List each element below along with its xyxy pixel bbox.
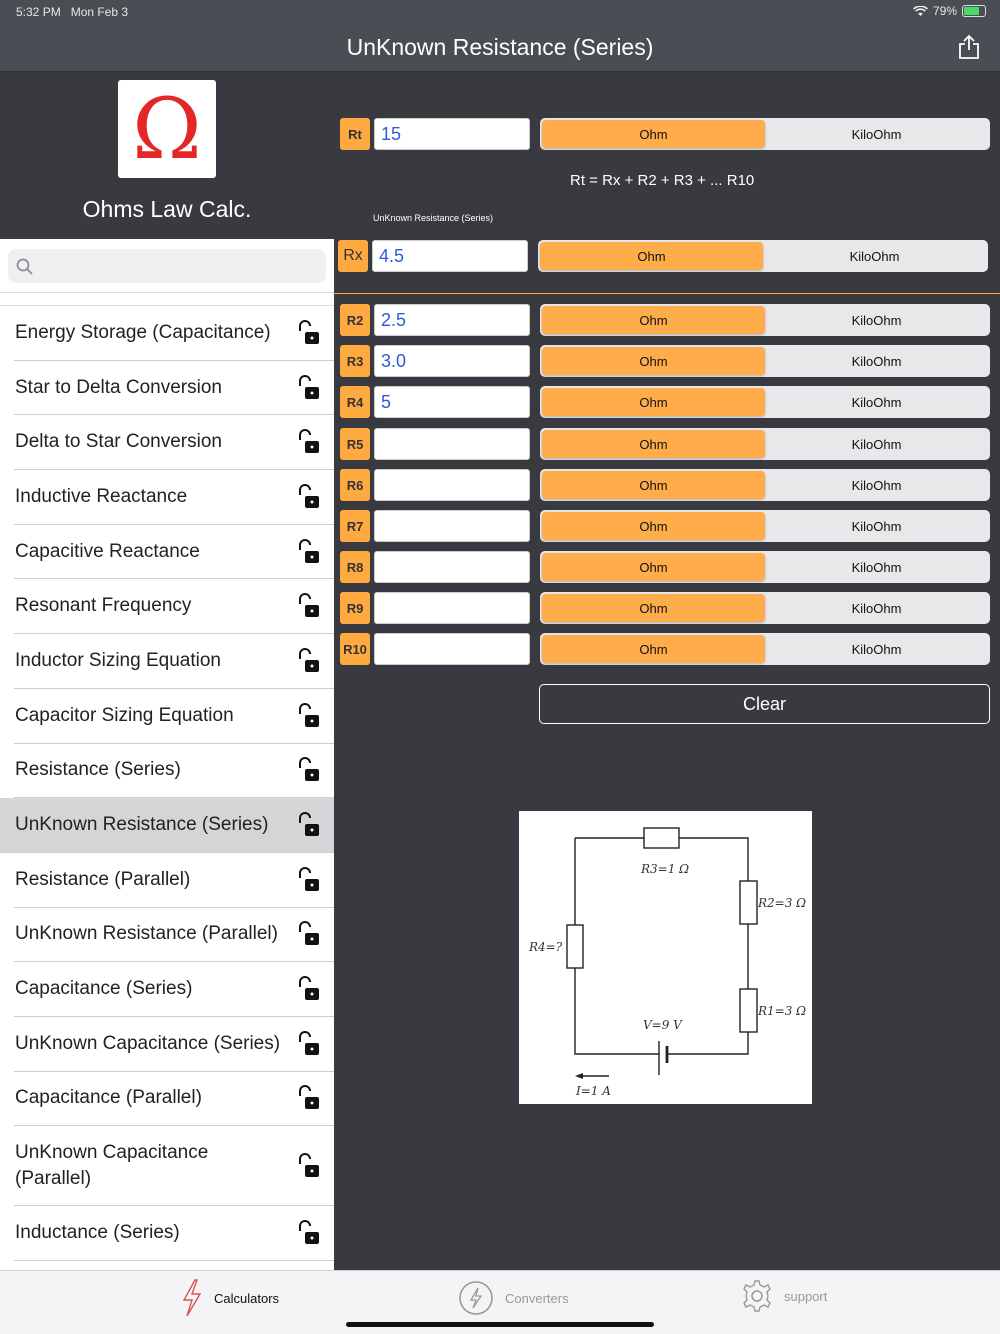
clear-button[interactable]: Clear — [539, 684, 990, 724]
resistor-tag: R8 — [340, 551, 370, 583]
sidebar — [0, 72, 334, 1270]
list-item[interactable] — [14, 415, 334, 470]
list-item-label: Resistance (Parallel) — [15, 868, 191, 890]
resistor-input[interactable] — [374, 592, 530, 624]
status-right — [913, 4, 986, 18]
battery-percent: 79% — [932, 4, 957, 18]
unit-kiloohm[interactable]: KiloOhm — [851, 394, 902, 410]
list-item[interactable] — [14, 908, 334, 963]
list-item[interactable] — [14, 853, 334, 908]
list-item-label: Inductor Sizing Equation — [15, 649, 221, 671]
unit-ohm[interactable]: Ohm — [542, 306, 765, 334]
calculator-list — [0, 305, 334, 1261]
unlock-icon — [296, 539, 320, 565]
rx-tag: Rx — [338, 240, 368, 272]
tab-support-label: support — [784, 1288, 828, 1304]
app-logo — [118, 80, 216, 178]
list-item[interactable] — [14, 744, 334, 799]
gear-icon — [740, 1279, 774, 1313]
list-item-label: Capacitance (Parallel) — [15, 1087, 202, 1109]
search-icon — [16, 258, 34, 276]
unlock-icon — [296, 375, 320, 401]
resistor-unit-selector — [540, 428, 990, 460]
list-item-label: Inductive Reactance — [15, 485, 188, 507]
section-divider — [334, 293, 1000, 294]
search-bar — [0, 239, 334, 293]
unlock-icon — [296, 757, 320, 783]
list-item[interactable] — [14, 634, 334, 689]
unit-ohm[interactable]: Ohm — [542, 388, 765, 416]
circuit-diagram — [519, 811, 812, 1104]
list-item[interactable] — [14, 1072, 334, 1127]
unit-kiloohm[interactable]: KiloOhm — [851, 353, 902, 369]
unit-ohm[interactable]: Ohm — [542, 430, 765, 458]
resistor-unit-selector — [540, 510, 990, 542]
search-input[interactable] — [8, 249, 326, 283]
list-item-label: Delta to Star Conversion — [15, 431, 222, 453]
list-item-label: Star to Delta Conversion — [15, 376, 222, 398]
page-title: UnKnown Resistance (Series) — [346, 34, 654, 60]
label-r4: R4=? — [529, 940, 563, 954]
resistor-tag: R4 — [340, 386, 370, 418]
wifi-icon — [913, 6, 928, 17]
resistor-tag: R10 — [340, 633, 370, 665]
tab-converters-label: Converters — [505, 1290, 569, 1306]
resistor-input[interactable] — [374, 469, 530, 501]
list-item-label: UnKnown Resistance (Series) — [15, 814, 269, 836]
unlock-icon — [296, 484, 320, 510]
unit-kiloohm[interactable]: KiloOhm — [851, 518, 902, 534]
list-item[interactable] — [14, 525, 334, 580]
status-bar — [0, 0, 1000, 24]
resistor-input[interactable] — [374, 551, 530, 583]
resistor-input[interactable] — [374, 510, 530, 542]
label-r2: R2=3 Ω — [758, 896, 807, 910]
resistor-unit-selector — [540, 469, 990, 501]
resistor-input[interactable] — [374, 633, 530, 665]
list-item-label: UnKnown Capacitance (Parallel) — [15, 1141, 209, 1189]
app-name: Ohms Law Calc. — [82, 196, 252, 222]
list-item-label: Capacitive Reactance — [15, 540, 200, 562]
unit-ohm[interactable]: Ohm — [542, 635, 765, 663]
list-item-label: Inductance (Series) — [15, 1222, 180, 1244]
list-item[interactable] — [14, 962, 334, 1017]
resistor-unit-selector — [540, 345, 990, 377]
converter-icon — [457, 1279, 495, 1317]
unlock-icon — [296, 1031, 320, 1057]
status-time: 5:32 PM Mon Feb 3 — [16, 5, 129, 19]
unit-ohm[interactable]: Ohm — [542, 553, 765, 581]
resistor-unit-selector — [540, 386, 990, 418]
home-indicator — [346, 1322, 654, 1327]
unit-ohm[interactable]: Ohm — [542, 471, 765, 499]
unit-kiloohm[interactable]: KiloOhm — [851, 312, 902, 328]
rx-unit-selector — [538, 240, 988, 272]
unlock-icon — [296, 320, 320, 346]
list-item[interactable] — [14, 470, 334, 525]
list-item[interactable] — [14, 306, 334, 361]
rx-unit-ohm[interactable]: Ohm — [540, 242, 763, 270]
list-item[interactable] — [14, 1126, 334, 1206]
list-item[interactable] — [14, 1017, 334, 1072]
resistor-unit-selector — [540, 592, 990, 624]
resistor-unit-selector — [540, 551, 990, 583]
resistor-unit-selector — [540, 304, 990, 336]
share-icon[interactable] — [958, 34, 980, 60]
resistor-tag: R9 — [340, 592, 370, 624]
unlock-icon — [296, 867, 320, 893]
omega-icon: Ω — [132, 80, 202, 178]
rt-unit-ohm[interactable]: Ohm — [542, 120, 765, 148]
label-voltage: V=9 V — [643, 1018, 682, 1032]
label-current: I=1 A — [576, 1084, 611, 1098]
brand-header — [0, 72, 334, 239]
circuit-diagram-svg — [519, 811, 812, 1104]
formula-text: Rt = Rx + R2 + R3 + ... R10 — [570, 172, 755, 189]
unlock-icon — [296, 812, 320, 838]
rx-unit-kiloohm[interactable]: KiloOhm — [849, 248, 900, 264]
unit-kiloohm[interactable]: KiloOhm — [851, 436, 902, 452]
label-r3: R3=1 Ω — [641, 862, 690, 876]
unlock-icon — [296, 703, 320, 729]
list-item-selected[interactable] — [0, 798, 334, 853]
unlock-icon — [296, 648, 320, 674]
list-item-label: Energy Storage (Capacitance) — [15, 321, 271, 343]
list-item-label: UnKnown Resistance (Parallel) — [15, 923, 278, 945]
rt-tag: Rt — [340, 118, 370, 150]
unit-kiloohm[interactable]: KiloOhm — [851, 477, 902, 493]
unlock-icon — [296, 429, 320, 455]
list-item[interactable] — [14, 689, 334, 744]
unit-kiloohm[interactable]: KiloOhm — [851, 559, 902, 575]
tab-support[interactable] — [740, 1279, 827, 1313]
unit-kiloohm[interactable]: KiloOhm — [851, 641, 902, 657]
lightning-icon — [180, 1279, 204, 1317]
unlock-icon — [296, 593, 320, 619]
unlock-icon — [296, 1153, 320, 1179]
resistor-tag: R7 — [340, 510, 370, 542]
unit-kiloohm[interactable]: KiloOhm — [851, 600, 902, 616]
list-item-label: UnKnown Capacitance (Series) — [15, 1032, 281, 1054]
unlock-icon — [296, 976, 320, 1002]
tab-converters[interactable] — [457, 1279, 569, 1317]
resistor-input[interactable]: 5 — [374, 386, 530, 418]
list-item[interactable] — [14, 579, 334, 634]
list-item-label: Resistance (Series) — [15, 759, 181, 781]
resistor-input[interactable]: 2.5 — [374, 304, 530, 336]
form-subtitle: UnKnown Resistance (Series) — [373, 213, 494, 223]
unlock-icon — [296, 1220, 320, 1246]
navigation-bar — [0, 24, 1000, 72]
unit-ohm[interactable]: Ohm — [542, 347, 765, 375]
calculator-form — [334, 72, 1000, 1270]
resistor-tag: R5 — [340, 428, 370, 460]
resistor-input[interactable]: 3.0 — [374, 345, 530, 377]
rt-unit-selector — [540, 118, 990, 150]
label-r1: R1=3 Ω — [758, 1004, 807, 1018]
rt-input[interactable]: 15 — [374, 118, 530, 150]
rx-input[interactable]: 4.5 — [372, 240, 528, 272]
list-item[interactable] — [14, 1206, 334, 1261]
rt-unit-kiloohm[interactable]: KiloOhm — [851, 126, 902, 142]
resistor-unit-selector — [540, 633, 990, 665]
list-item-label: Capacitance (Series) — [15, 978, 193, 1000]
unit-ohm[interactable]: Ohm — [542, 512, 765, 540]
resistor-tag: R3 — [340, 345, 370, 377]
unit-ohm[interactable]: Ohm — [542, 594, 765, 622]
list-item[interactable] — [14, 361, 334, 416]
unlock-icon — [296, 1085, 320, 1111]
unlock-icon — [296, 921, 320, 947]
tab-calculators[interactable] — [180, 1279, 279, 1317]
battery-icon — [962, 5, 986, 17]
resistor-tag: R2 — [340, 304, 370, 336]
list-item-label: Capacitor Sizing Equation — [15, 704, 234, 726]
tab-calculators-label: Calculators — [214, 1290, 280, 1306]
resistor-input[interactable] — [374, 428, 530, 460]
resistor-tag: R6 — [340, 469, 370, 501]
list-item-label: Resonant Frequency — [15, 595, 192, 617]
